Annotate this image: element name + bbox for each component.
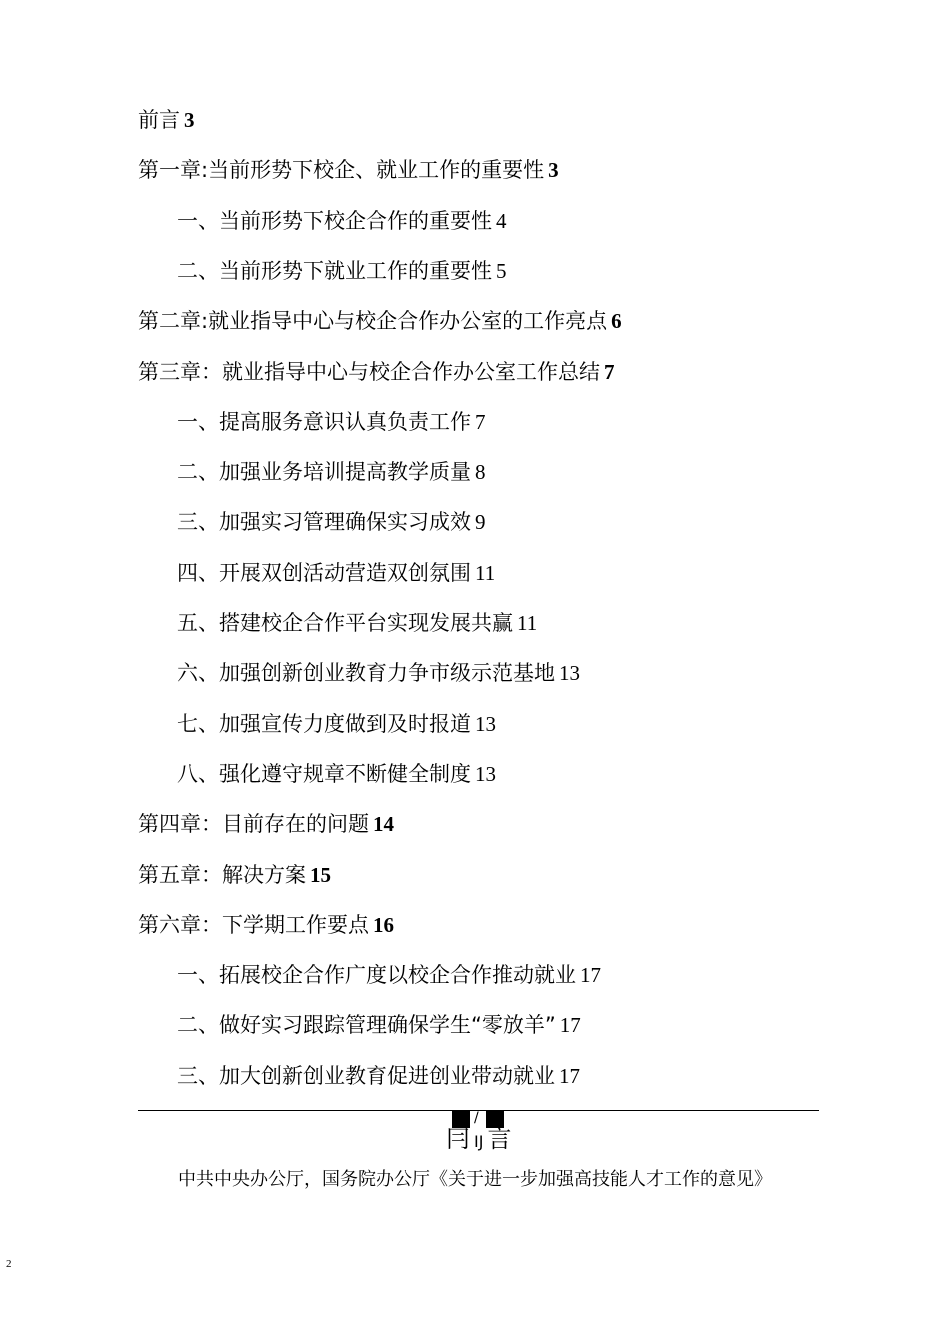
toc-entry-page-number: 16 — [373, 912, 394, 937]
toc-entry-page-number: 13 — [559, 661, 580, 686]
toc-entry-title: 八、强化遵守规章不断健全制度 — [177, 761, 471, 786]
toc-entry-title: 第四章：目前存在的问题 — [138, 812, 369, 837]
toc-entry-page-number: 17 — [559, 1063, 580, 1088]
toc-entry-title: 二、加强业务培训提高教学质量 — [177, 460, 471, 485]
toc-entry[interactable] — [138, 810, 394, 838]
toc-entry[interactable] — [177, 408, 486, 436]
body-paragraph: 中共中央办公厅，国务院办公厅《关于进一步加强高技能人才工作的意见》 — [178, 1169, 772, 1190]
toc-entry-title: 二、当前形势下就业工作的重要性 — [177, 258, 492, 283]
toc-entry-title: 五、搭建校企合作平台实现发展共赢 — [177, 611, 513, 635]
toc-entry-title: 二、做好实习跟踪管理确保学生“零放羊” — [177, 1013, 556, 1038]
toc-entry[interactable] — [177, 760, 496, 788]
toc-entry[interactable] — [138, 911, 394, 939]
toc-entry-title: 一、拓展校企合作广度以校企合作推动就业 — [177, 963, 576, 988]
heading-right-char: 言 — [487, 1125, 512, 1153]
toc-entry-page-number: 17 — [580, 963, 601, 988]
toc-entry-title: 第二章:就业指导中心与校企合作办公室的工作亮点 — [138, 309, 608, 334]
toc-entry[interactable] — [177, 559, 495, 587]
toc-entry[interactable] — [177, 659, 580, 687]
toc-entry-page-number: 11 — [517, 611, 538, 635]
toc-entry-page-number: 3 — [548, 158, 559, 183]
toc-entry-title: 第一章:当前形势下校企、就业工作的重要性 — [138, 158, 545, 183]
section-heading — [446, 1124, 511, 1157]
toc-entry-page-number: 11 — [475, 560, 496, 585]
heading-middle-chars: IJ — [474, 1132, 484, 1151]
toc-entry-title: 第六章：下学期工作要点 — [138, 912, 369, 937]
toc-entry-page-number: 8 — [475, 460, 486, 485]
toc-entry[interactable] — [138, 358, 615, 386]
page-number: 2 — [6, 1258, 12, 1270]
slash-glyph: / — [474, 1110, 479, 1126]
toc-entry-page-number: 7 — [475, 409, 486, 434]
toc-entry[interactable] — [138, 307, 622, 335]
toc-entry-title: 三、加强实习管理确保实习成效 — [177, 510, 471, 535]
toc-entry-page-number: 4 — [496, 208, 507, 233]
toc-entry-title: 六、加强创新创业教育力争市级示范基地 — [177, 661, 555, 686]
toc-entry-title: 七、加强宣传力度做到及时报道 — [177, 711, 471, 736]
toc-entry[interactable] — [177, 1011, 581, 1039]
toc-entry-page-number: 5 — [496, 258, 507, 283]
toc-entry[interactable] — [177, 609, 537, 637]
toc-entry-page-number: 15 — [310, 862, 331, 887]
toc-entry-title: 前言 — [138, 108, 180, 132]
toc-entry-page-number: 6 — [611, 309, 622, 334]
toc-entry[interactable] — [177, 257, 507, 285]
toc-entry-page-number: 17 — [559, 1013, 581, 1038]
toc-entry[interactable] — [177, 1062, 580, 1090]
toc-entry-title: 一、提高服务意识认真负责工作 — [177, 409, 471, 434]
toc-entry[interactable] — [177, 508, 486, 536]
toc-entry-title: 第三章：就业指导中心与校企合作办公室工作总结 — [138, 359, 600, 384]
heading-left-char: 冃 — [446, 1125, 470, 1153]
toc-entry-page-number: 7 — [604, 359, 615, 384]
toc-entry[interactable] — [138, 106, 195, 134]
toc-entry[interactable] — [138, 156, 559, 184]
toc-entry[interactable] — [177, 961, 601, 989]
toc-entry-title: 四、开展双创活动营造双创氛围 — [177, 560, 471, 585]
toc-entry-page-number: 9 — [475, 510, 486, 535]
toc-entry[interactable] — [177, 710, 496, 738]
toc-entry-page-number: 3 — [184, 108, 195, 132]
toc-entry-title: 第五章：解决方案 — [138, 862, 306, 887]
toc-entry-page-number: 13 — [475, 761, 496, 786]
toc-entry[interactable] — [138, 861, 331, 889]
toc-entry[interactable] — [177, 458, 486, 486]
toc-entry-title: 一、当前形势下校企合作的重要性 — [177, 208, 492, 233]
toc-entry-title: 三、加大创新创业教育促进创业带动就业 — [177, 1063, 555, 1088]
toc-entry-page-number: 14 — [373, 812, 394, 837]
toc-entry-page-number: 13 — [475, 711, 496, 736]
toc-entry[interactable] — [177, 207, 507, 235]
